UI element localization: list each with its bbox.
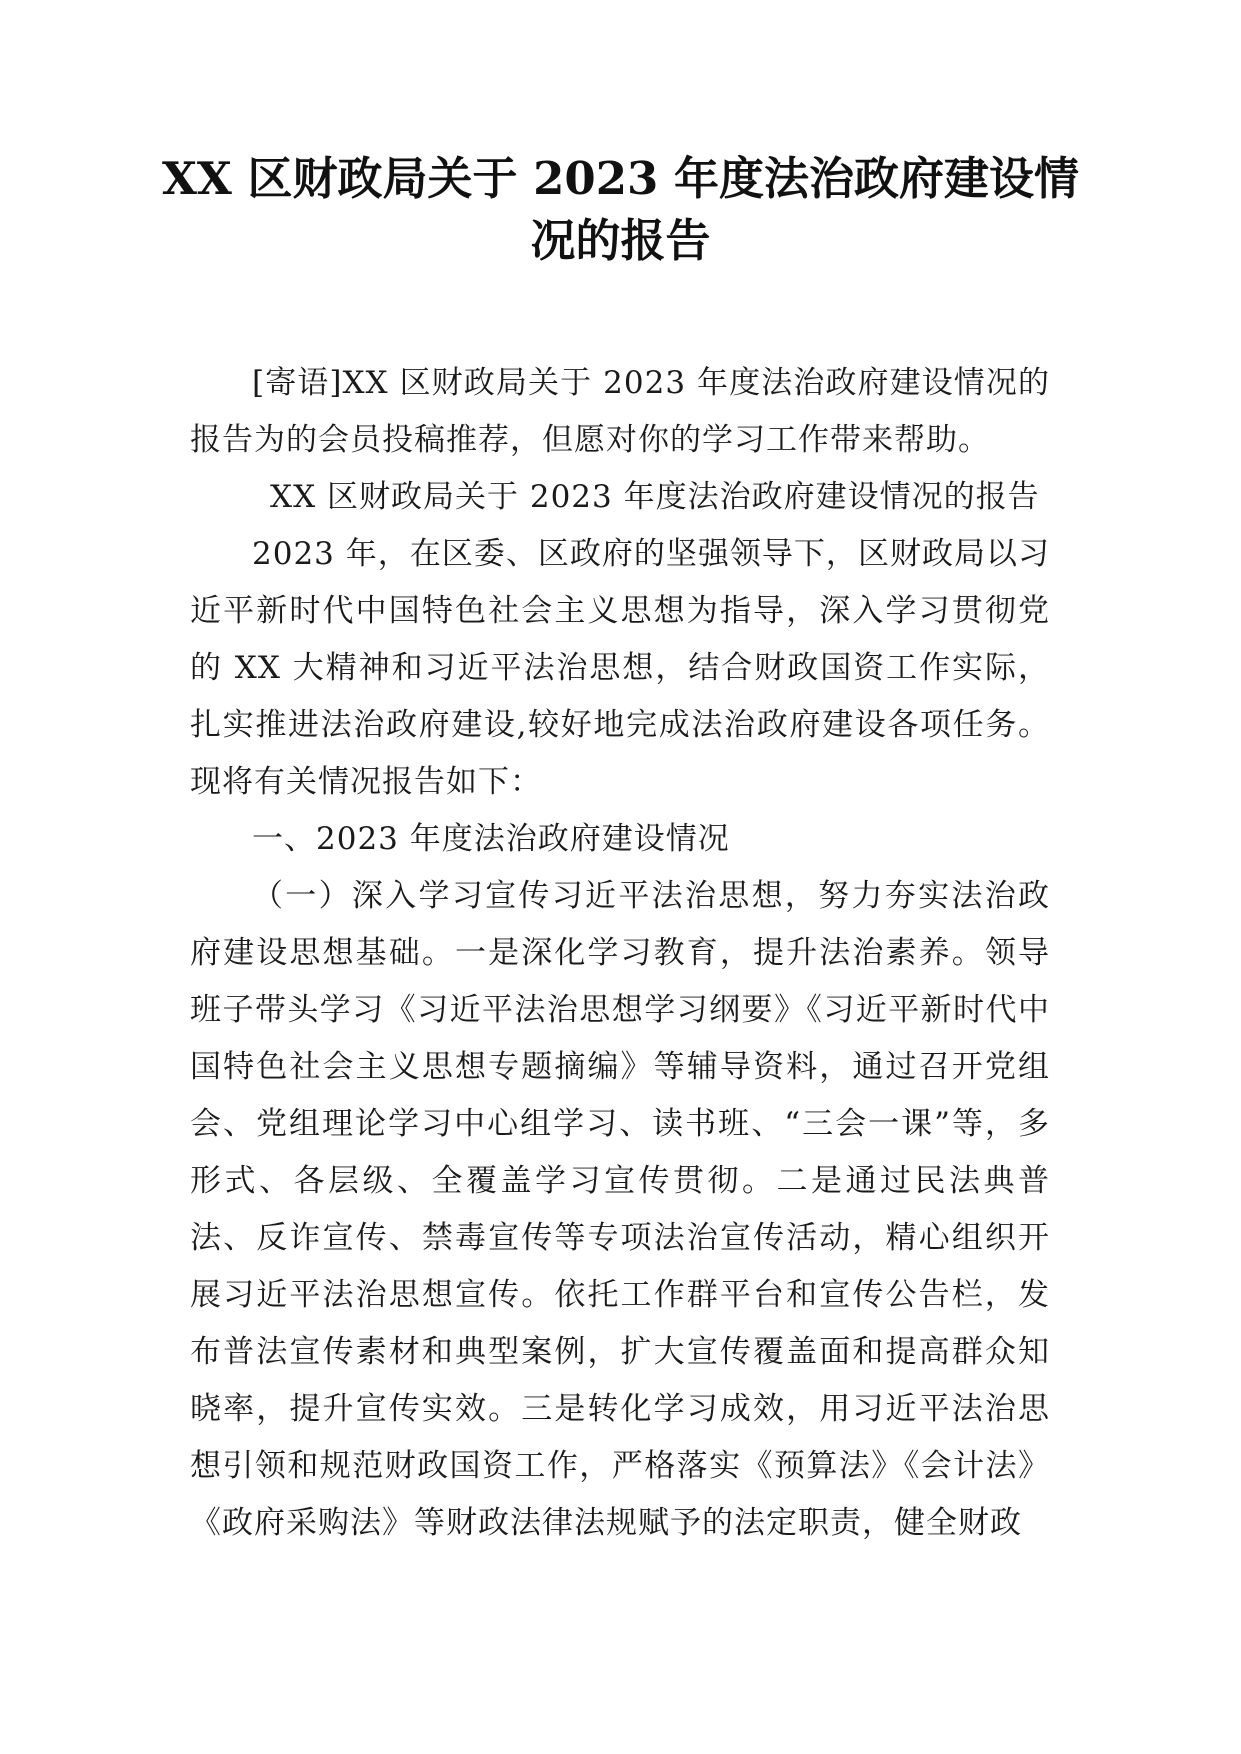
document-body: [190, 355, 1050, 1552]
section-heading-1: 一、2023 年度法治政府建设情况: [252, 821, 730, 857]
document-title: [150, 148, 1091, 272]
intro-paragraph: 2023 年，在区委、区政府的坚强领导下，区财政局以习近平新时代中国特色社会主义思想为指导，深入学习贯彻党的 XX 大精神和习近平法治思想，结合财政国资工作实际，扎实推进法治政府建设,较好地完成法治政府建设各项任务。现将有关情况报告如下：: [190, 536, 1050, 800]
subtitle-paragraph: XX 区财政局关于 2023 年度法治政府建设情况的报告: [270, 479, 1040, 515]
title-line-2: 况的报告: [530, 214, 711, 267]
title-line-1: XX 区财政局关于 2023 年度法治政府建设情: [161, 152, 1080, 205]
section-1-paragraph: （一）深入学习宣传习近平法治思想，努力夯实法治政府建设思想基础。一是深化学习教育，提升法治素养。领导班子带头学习《习近平法治思想学习纲要》《习近平新时代中国特色社会主义思想专题摘编》等辅导资料，通过召开党组会、党组理论学习中心组学习、读书班、“三会一课”等，多形式、各层级、全覆盖学习宣传贯彻。二是通过民法典普法、反诈宣传、禁毒宣传等专项法治宣传活动，精心组织开展习近平法治思想宣传。依托工作群平台和宣传公告栏，发布普法宣传素材和典型案例，扩大宣传覆盖面和提高群众知晓率，提升宣传实效。三是转化学习成效，用习近平法治思想引领和规范财政国资工作，严格落实《预算法》《会计法》《政府采购法》等财政法律法规赋予的法定职责，健全财政: [190, 878, 1050, 1541]
foreword-paragraph: [寄语]XX 区财政局关于 2023 年度法治政府建设情况的报告为的会员投稿推荐，但愿对你的学习工作带来帮助。: [190, 365, 1050, 458]
